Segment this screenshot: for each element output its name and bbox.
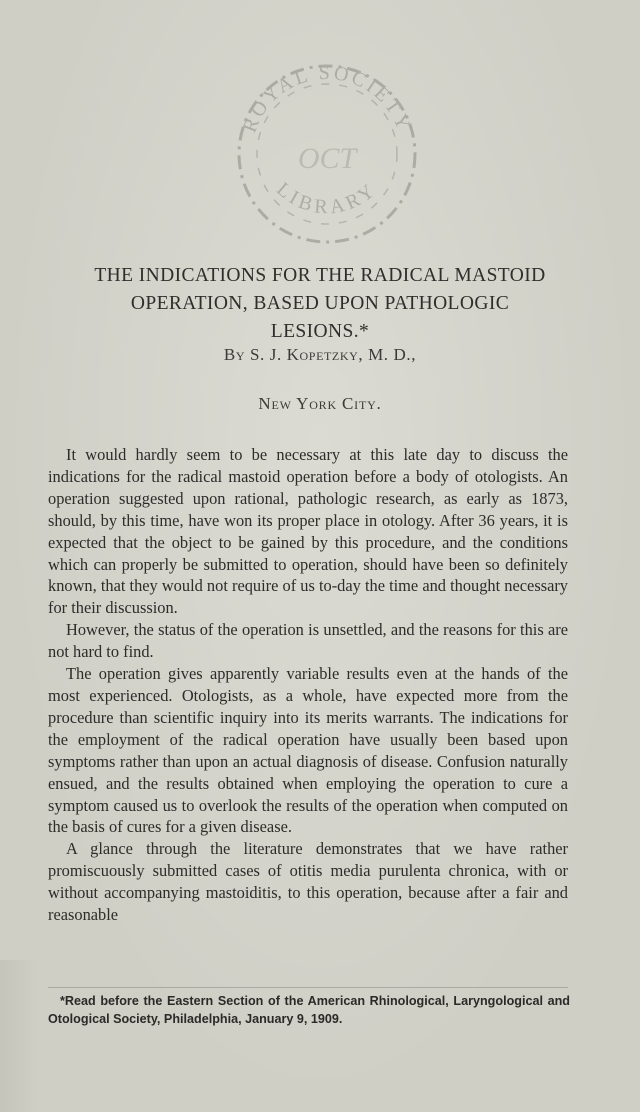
footnote-divider <box>48 987 568 988</box>
seal-text-top: ROYAL SOCIETY <box>238 61 416 136</box>
author-byline <box>40 344 600 366</box>
svg-text:ROYAL SOCIETY <box>239 62 416 136</box>
paragraph: The operation gives apparently variable results even at the hands of the most experienced. Otologists, as a whole, have expected more from the procedure than scientific inquiry into its merits warrants. The indications for the employment of the radical operation have usually been based upon symptoms rather than upon an actual diagnosis of disease. Confusion naturally ensued, and the results obtained when employing the operation to cure a symptom caused us to overlook the results of the operation when computed on the basis of cures for a given disease. <box>48 664 568 837</box>
paragraph: It would hardly seem to be necessary at this late day to discuss the indications for the radical mastoid operation before a body of otologists. An operation suggested upon rational, pathologic research, as early as 1873, should, by this time, have won its proper place in otology. After 36 years, it is expected that the object to be gained by this procedure, and the conditions which can properly be submitted to operation, should have been so definitely known, that they would not require of us to-day the time and thought necessary for their discussion. <box>48 445 568 618</box>
by-prefix: By <box>223 345 246 364</box>
page-edge-stain <box>0 960 40 1112</box>
title-line-2: OPERATION, BASED UPON PATHOLOGIC <box>130 293 510 314</box>
library-seal-icon <box>222 44 432 254</box>
title-line-3: LESIONS.* <box>270 321 370 342</box>
seal-text-center: OCT <box>297 142 357 175</box>
author-location: New York City. <box>258 394 382 413</box>
seal-text-bottom: LIBRARY <box>272 178 382 219</box>
author-name: S. J. Kopetzky, M. D., <box>249 345 417 364</box>
title-line-1: THE INDICATIONS FOR THE RADICAL MASTOID <box>94 265 546 286</box>
footnote <box>48 992 570 1028</box>
paragraph: A glance through the literature demonstrates that we have rather promiscuously submitted cases of otitis media purulenta chronica, with or without accompanying mastoiditis, to this operation, because after a fair and reasonable <box>48 839 568 925</box>
paragraph: However, the status of the operation is unsettled, and the reasons for this are not hard to find. <box>48 620 568 662</box>
footnote-text: *Read before the Eastern Section of the American Rhinological, Laryngological and Otological Society, Philadelphia, January 9, 1909. <box>48 994 570 1026</box>
article-body <box>48 444 568 926</box>
article-title <box>40 262 600 346</box>
